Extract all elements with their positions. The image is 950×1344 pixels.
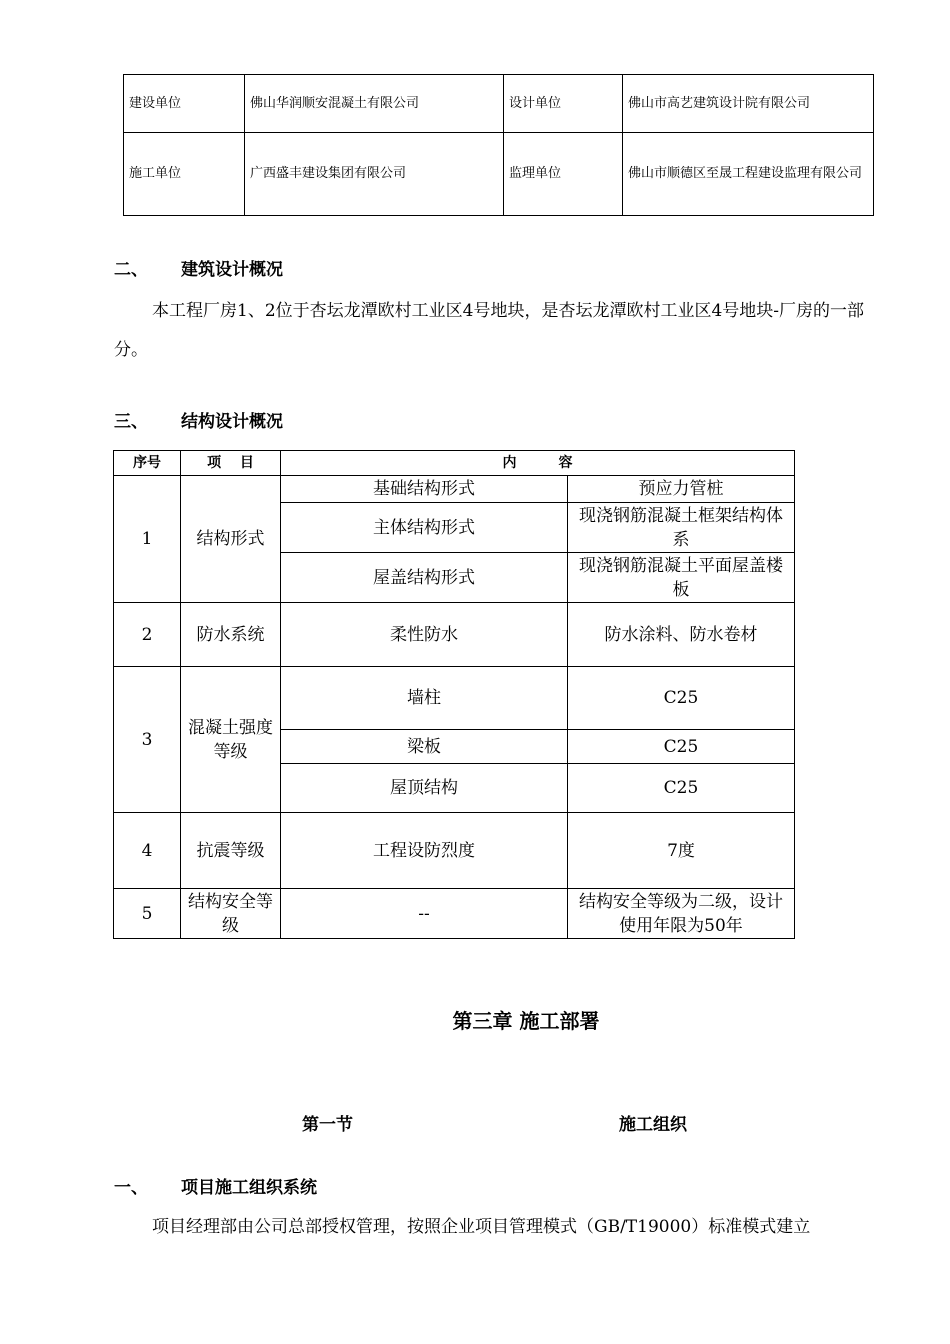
section-title: 施工组织 [619, 1115, 687, 1135]
arch-heading-title: 建筑设计概况 [181, 260, 283, 280]
table-row [114, 603, 795, 667]
owner-value: 佛山华润顺安混凝土有限公司 [245, 75, 504, 133]
row-no: 2 [114, 603, 181, 667]
cell-value: 防水涂料、防水卷材 [568, 603, 795, 667]
table-row [114, 667, 795, 730]
supervisor-value: 佛山市顺德区至晟工程建设监理有限公司 [623, 133, 874, 216]
table-row [114, 889, 795, 939]
arch-paragraph: 本工程厂房1、2位于杏坛龙潭欧村工业区4号地块，是杏坛龙潭欧村工业区4号地块-厂房的一部分。 [114, 301, 865, 360]
cell-value: 现浇钢筋混凝土平面屋盖楼板 [568, 553, 795, 603]
table-header-row [114, 451, 795, 476]
cell-key: 屋盖结构形式 [281, 553, 568, 603]
cell-value: C25 [568, 764, 795, 813]
cell-value: 现浇钢筋混凝土框架结构体系 [568, 503, 795, 553]
chapter-title: 第三章 施工部署 [452, 1009, 600, 1033]
cell-key: 梁板 [281, 730, 568, 764]
cell-key: 墙柱 [281, 667, 568, 730]
supervisor-label: 监理单位 [504, 133, 623, 216]
structure-table [113, 450, 795, 939]
project-units-table [123, 74, 874, 216]
cell-key: 屋顶结构 [281, 764, 568, 813]
row-item: 混凝土强度等级 [181, 667, 281, 813]
col-header-item: 项 目 [181, 451, 281, 476]
col-header-no: 序号 [114, 451, 181, 476]
cell-key: 基础结构形式 [281, 476, 568, 503]
section-number: 第一节 [302, 1115, 353, 1135]
struct-heading-title: 结构设计概况 [181, 412, 283, 432]
owner-label: 建设单位 [124, 75, 245, 133]
table-row [114, 813, 795, 889]
designer-value: 佛山市高艺建筑设计院有限公司 [623, 75, 874, 133]
row-item: 结构安全等级 [181, 889, 281, 939]
row-item: 抗震等级 [181, 813, 281, 889]
arch-heading-number: 二、 [114, 260, 148, 280]
struct-heading-number: 三、 [114, 412, 148, 432]
row-item: 结构形式 [181, 476, 281, 603]
cell-key: 工程设防烈度 [281, 813, 568, 889]
row-no: 3 [114, 667, 181, 813]
row-item: 防水系统 [181, 603, 281, 667]
designer-label: 设计单位 [504, 75, 623, 133]
col-header-content: 内 容 [281, 451, 795, 476]
cell-key: 主体结构形式 [281, 503, 568, 553]
table-row [124, 133, 874, 216]
cell-value: C25 [568, 730, 795, 764]
cell-value: C25 [568, 667, 795, 730]
row-no: 5 [114, 889, 181, 939]
struct-heading [114, 407, 283, 432]
org-heading-title: 项目施工组织系统 [181, 1178, 317, 1198]
cell-key: 柔性防水 [281, 603, 568, 667]
contractor-value: 广西盛丰建设集团有限公司 [245, 133, 504, 216]
org-heading-number: 一、 [114, 1178, 148, 1198]
table-row [124, 75, 874, 133]
cell-key: -- [281, 889, 568, 939]
table-row [114, 476, 795, 503]
arch-heading [114, 255, 283, 280]
contractor-label: 施工单位 [124, 133, 245, 216]
cell-value: 预应力管桩 [568, 476, 795, 503]
org-heading [114, 1173, 317, 1198]
row-no: 4 [114, 813, 181, 889]
org-paragraph: 项目经理部由公司总部授权管理，按照企业项目管理模式（GB/T19000）标准模式建立 [152, 1217, 811, 1237]
row-no: 1 [114, 476, 181, 603]
cell-value: 7度 [568, 813, 795, 889]
cell-value: 结构安全等级为二级，设计使用年限为50年 [568, 889, 795, 939]
